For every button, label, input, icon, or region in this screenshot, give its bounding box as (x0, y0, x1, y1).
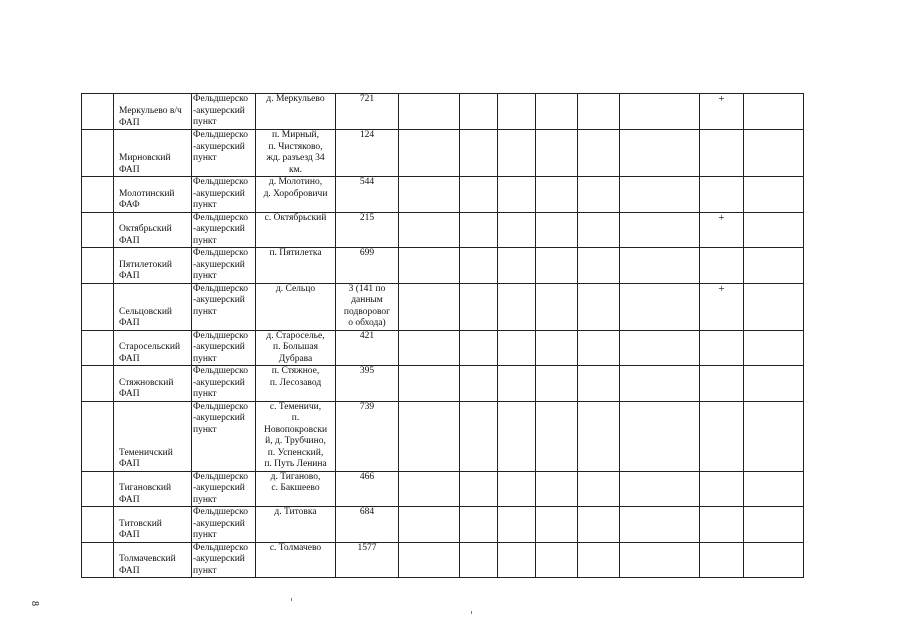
table-row (82, 94, 804, 130)
empty-cell (498, 471, 536, 507)
empty-cell (399, 130, 460, 177)
empty-cell (578, 212, 620, 248)
facility-name: Молотинский ФАФ (114, 177, 192, 213)
mark-cell (700, 542, 744, 578)
table-row (82, 507, 804, 543)
empty-cell (578, 94, 620, 130)
empty-cell (536, 330, 578, 366)
facility-name: Пятилетокий ФАП (114, 248, 192, 284)
mark-cell (700, 471, 744, 507)
empty-cell (620, 212, 700, 248)
empty-cell (620, 130, 700, 177)
empty-cell (460, 177, 498, 213)
facility-name: Теменичский ФАП (114, 401, 192, 471)
empty-cell (460, 248, 498, 284)
mark-cell (700, 507, 744, 543)
empty-cell (82, 94, 114, 130)
empty-cell (620, 283, 700, 330)
facility-name: Октябрьский ФАП (114, 212, 192, 248)
empty-cell (82, 542, 114, 578)
table-row (82, 542, 804, 578)
empty-cell (536, 212, 578, 248)
empty-cell (82, 471, 114, 507)
settlements-cell: д. Сельцо (256, 283, 336, 330)
page-number: 8 (29, 601, 40, 606)
empty-cell (744, 283, 804, 330)
facility-name: Сельцовский ФАП (114, 283, 192, 330)
empty-cell (399, 94, 460, 130)
empty-cell (620, 542, 700, 578)
mark-cell (700, 401, 744, 471)
empty-cell (744, 471, 804, 507)
empty-cell (399, 366, 460, 402)
empty-cell (82, 366, 114, 402)
population-cell: 3 (141 по данным подворовог о обхода) (336, 283, 399, 330)
empty-cell (460, 471, 498, 507)
empty-cell (620, 471, 700, 507)
settlements-cell: с. Теменичи, п. Новопокровски й, д. Трубчино, п. Успенский, п. Путь Ленина (256, 401, 336, 471)
empty-cell (399, 401, 460, 471)
population-cell: 721 (336, 94, 399, 130)
empty-cell (460, 330, 498, 366)
population-cell: 544 (336, 177, 399, 213)
empty-cell (82, 130, 114, 177)
empty-cell (620, 177, 700, 213)
settlements-cell: д. Молотино, д. Хоробровичи (256, 177, 336, 213)
empty-cell (578, 366, 620, 402)
empty-cell (578, 542, 620, 578)
empty-cell (460, 130, 498, 177)
empty-cell (460, 94, 498, 130)
empty-cell (82, 507, 114, 543)
empty-cell (498, 542, 536, 578)
facility-type: Фельдшерско -акушерский пункт (192, 212, 256, 248)
scan-speck (471, 611, 472, 614)
empty-cell (399, 507, 460, 543)
population-cell: 739 (336, 401, 399, 471)
empty-cell (578, 471, 620, 507)
empty-cell (498, 130, 536, 177)
settlements-cell: д. Староселье, п. Большая Дубрава (256, 330, 336, 366)
empty-cell (460, 366, 498, 402)
empty-cell (578, 507, 620, 543)
empty-cell (82, 177, 114, 213)
settlements-cell: с. Толмачево (256, 542, 336, 578)
facility-table-body (82, 94, 804, 578)
population-cell: 699 (336, 248, 399, 284)
empty-cell (399, 330, 460, 366)
population-cell: 1577 (336, 542, 399, 578)
empty-cell (399, 212, 460, 248)
empty-cell (399, 177, 460, 213)
settlements-cell: д. Тиганово, с. Бакшеево (256, 471, 336, 507)
settlements-cell: п. Мирный, п. Чистяково, жд. разъезд 34 км. (256, 130, 336, 177)
facility-type: Фельдшерско -акушерский пункт (192, 401, 256, 471)
empty-cell (460, 542, 498, 578)
empty-cell (498, 401, 536, 471)
settlements-cell: д. Меркульево (256, 94, 336, 130)
empty-cell (82, 212, 114, 248)
empty-cell (744, 507, 804, 543)
empty-cell (460, 401, 498, 471)
empty-cell (460, 507, 498, 543)
empty-cell (744, 94, 804, 130)
facility-table (81, 93, 804, 578)
facility-type: Фельдшерско -акушерский пункт (192, 248, 256, 284)
facility-type: Фельдшерско -акушерский пункт (192, 130, 256, 177)
scan-speck (291, 598, 292, 601)
mark-cell (700, 130, 744, 177)
population-cell: 124 (336, 130, 399, 177)
empty-cell (578, 130, 620, 177)
empty-cell (498, 94, 536, 130)
population-cell: 215 (336, 212, 399, 248)
facility-name: Старосельский ФАП (114, 330, 192, 366)
empty-cell (744, 130, 804, 177)
empty-cell (536, 471, 578, 507)
empty-cell (498, 330, 536, 366)
empty-cell (536, 283, 578, 330)
table-row (82, 248, 804, 284)
empty-cell (498, 248, 536, 284)
table-row (82, 212, 804, 248)
empty-cell (498, 177, 536, 213)
facility-type: Фельдшерско -акушерский пункт (192, 94, 256, 130)
settlements-cell: с. Октябрьский (256, 212, 336, 248)
empty-cell (536, 94, 578, 130)
empty-cell (578, 283, 620, 330)
empty-cell (498, 212, 536, 248)
facility-type: Фельдшерско -акушерский пункт (192, 283, 256, 330)
empty-cell (536, 401, 578, 471)
empty-cell (620, 248, 700, 284)
empty-cell (82, 401, 114, 471)
empty-cell (744, 212, 804, 248)
empty-cell (744, 401, 804, 471)
empty-cell (399, 471, 460, 507)
facility-type: Фельдшерско -акушерский пункт (192, 330, 256, 366)
table-row (82, 177, 804, 213)
empty-cell (578, 177, 620, 213)
empty-cell (578, 330, 620, 366)
empty-cell (498, 283, 536, 330)
table-row (82, 401, 804, 471)
empty-cell (620, 366, 700, 402)
table-row (82, 330, 804, 366)
empty-cell (620, 330, 700, 366)
table-row (82, 366, 804, 402)
empty-cell (399, 248, 460, 284)
empty-cell (536, 507, 578, 543)
empty-cell (498, 507, 536, 543)
empty-cell (744, 366, 804, 402)
empty-cell (536, 177, 578, 213)
settlements-cell: п. Стяжное, п. Лесозавод (256, 366, 336, 402)
facility-name: Толмачевский ФАП (114, 542, 192, 578)
population-cell: 395 (336, 366, 399, 402)
facility-name: Тигановский ФАП (114, 471, 192, 507)
mark-cell (700, 366, 744, 402)
facility-name: Титовский ФАП (114, 507, 192, 543)
empty-cell (460, 212, 498, 248)
facility-type: Фельдшерско -акушерский пункт (192, 177, 256, 213)
population-cell: 466 (336, 471, 399, 507)
empty-cell (82, 248, 114, 284)
empty-cell (578, 401, 620, 471)
empty-cell (536, 130, 578, 177)
table-row (82, 130, 804, 177)
empty-cell (620, 94, 700, 130)
empty-cell (620, 507, 700, 543)
empty-cell (744, 177, 804, 213)
empty-cell (744, 330, 804, 366)
settlements-cell: д. Титовка (256, 507, 336, 543)
facility-type: Фельдшерско -акушерский пункт (192, 471, 256, 507)
empty-cell (744, 542, 804, 578)
empty-cell (536, 248, 578, 284)
empty-cell (744, 248, 804, 284)
empty-cell (82, 330, 114, 366)
empty-cell (399, 542, 460, 578)
empty-cell (620, 401, 700, 471)
table-row (82, 471, 804, 507)
mark-cell (700, 330, 744, 366)
mark-cell (700, 177, 744, 213)
empty-cell (498, 366, 536, 402)
empty-cell (82, 283, 114, 330)
population-cell: 684 (336, 507, 399, 543)
empty-cell (536, 366, 578, 402)
facility-name: Стяжновский ФАП (114, 366, 192, 402)
mark-cell: + (700, 94, 744, 130)
empty-cell (536, 542, 578, 578)
empty-cell (460, 283, 498, 330)
empty-cell (399, 283, 460, 330)
facility-type: Фельдшерско -акушерский пункт (192, 542, 256, 578)
facility-type: Фельдшерско -акушерский пункт (192, 366, 256, 402)
settlements-cell: п. Пятилетка (256, 248, 336, 284)
table-row (82, 283, 804, 330)
mark-cell (700, 248, 744, 284)
facility-name: Меркульево в/ч ФАП (114, 94, 192, 130)
empty-cell (578, 248, 620, 284)
mark-cell: + (700, 212, 744, 248)
mark-cell: + (700, 283, 744, 330)
population-cell: 421 (336, 330, 399, 366)
facility-name: Мирновский ФАП (114, 130, 192, 177)
facility-type: Фельдшерско -акушерский пункт (192, 507, 256, 543)
